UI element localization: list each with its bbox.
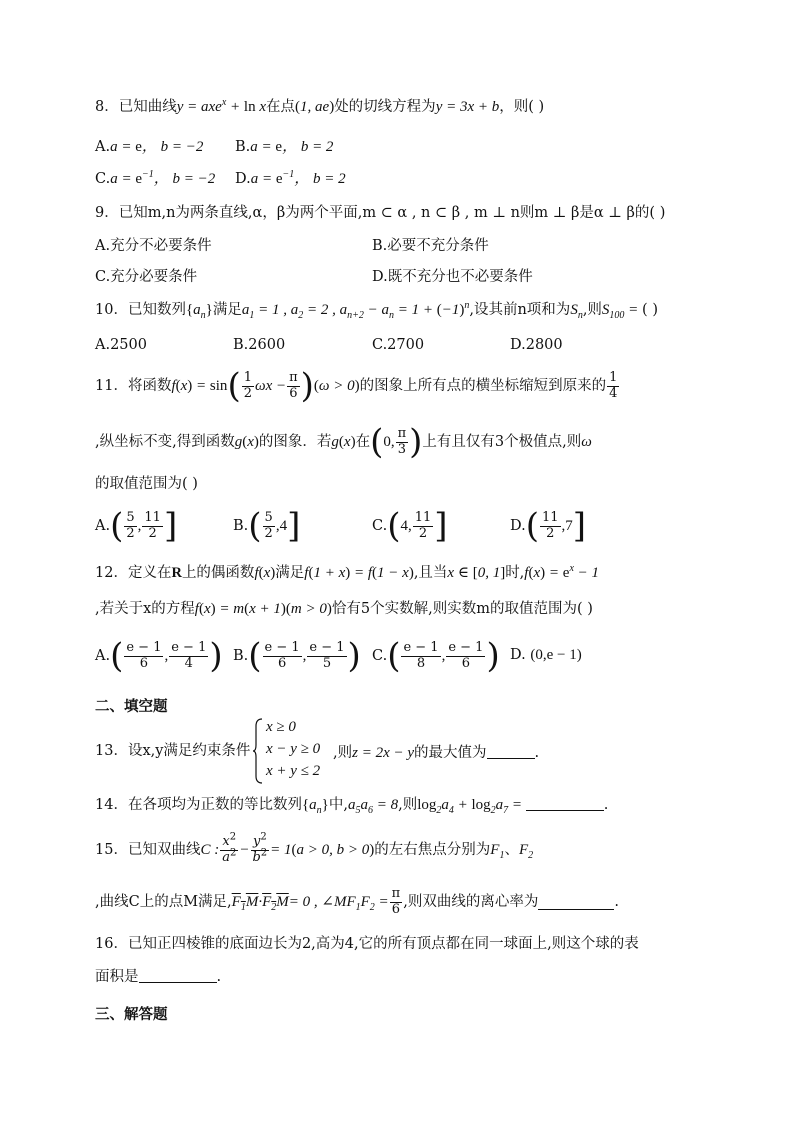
q8-stem: 8．已知曲线y = axe$^x$ + ln x在点(1, ae)处的切线方程为y = 3x + b，则( ) bbox=[95, 97, 545, 115]
section-solutions: 三、解答题 bbox=[95, 1006, 168, 1023]
q9-option-d: D.既不充分也不必要条件 bbox=[372, 269, 533, 285]
q8-option-a: A.a = e， b = −2 bbox=[95, 139, 204, 155]
q13-brace bbox=[252, 718, 264, 784]
q9-stem: 9．已知m,n为两条直线,α，β为两个平面,m ⊂ α , n ⊂ β , m ⊥ n则m ⊥ β是α ⊥ β的( ) bbox=[95, 205, 666, 221]
section-fill-in: 二、填空题 bbox=[95, 698, 168, 715]
q15-stem-line1: 15．已知双曲线 C : $\frac{x^2}{a^2}$ − $\frac{y^2}{b^2}$ = 1(a > 0, b > 0) 的左右焦点分别为 $F_1$ 、 $F_2$ bbox=[95, 831, 534, 865]
q14-answer-blank[interactable] bbox=[526, 796, 604, 811]
q11-option-b: B. ( $\frac{5}{2}$ ,4 ] bbox=[233, 505, 301, 546]
q16-stem-line1: 16．已知正四棱锥的底面边长为2,高为4,它的所有顶点都在同一球面上,则这个球的表 bbox=[95, 936, 639, 952]
q14-stem: 14．在各项均为正数的等比数列$\{a_n\}$中$,a_5a_6 = 8$,则$\log_2a_4 + \log_2a_7$ = . bbox=[95, 797, 609, 816]
q13-answer-blank[interactable] bbox=[487, 744, 535, 759]
q10-option-a: A.2500 bbox=[95, 337, 147, 353]
q12-stem-line2: ,若关于x的方程f(x) = m(x + 1)(m > 0)恰有5个实数解,则实数m的取值范围为( ) bbox=[95, 601, 593, 617]
q10-option-b: B.2600 bbox=[233, 337, 286, 353]
q11-option-c: C. ( 4, $\frac{11}{2}$ ] bbox=[372, 505, 448, 546]
q13-stem: 13．设x,y满足约束条件 bbox=[95, 743, 251, 759]
q12-option-a: A. ( $\frac{e - 1}{6}$ , $\frac{e - 1}{4}$ ) bbox=[95, 635, 223, 676]
q13-stem-tail: ,则z = 2x − y的最大值为 . bbox=[333, 745, 540, 761]
q12-stem-line1: 12．定义在R上的偶函数f(x)满足f(1 + x) = f(1 − x),且当x ∈ [0, 1]时$,f(x) = e^x - 1$ bbox=[95, 563, 600, 581]
q12-option-d: D. (0,e − 1) bbox=[510, 647, 582, 663]
q8-option-d: $D.a = e^{-1}$， b = 2 bbox=[235, 169, 346, 187]
q10-option-c: C.2700 bbox=[372, 337, 425, 353]
q11-stem-line2: ,纵坐标不变,得到函数 g(x) 的图象．若 g(x) 在 ( 0, $\frac{\pi}{3}$ ) 上有且仅有3个极值点,则 ω bbox=[95, 421, 592, 462]
q15-stem-line2: ,曲线C上的点M满足, $F_1M$ · $F_2M$ = 0 , $\angle MF_1F_2$ = $\frac{\pi}{6}$ ,则双曲线的离心率为 . bbox=[95, 886, 619, 917]
q12-option-b: B. ( $\frac{e - 1}{6}$ , $\frac{e - 1}{5}$ ) bbox=[233, 635, 361, 676]
q12-option-c: C. ( $\frac{e - 1}{8}$ , $\frac{e - 1}{6}$ ) bbox=[372, 635, 500, 676]
q15-answer-blank[interactable] bbox=[538, 895, 614, 910]
q8-option-c: $C.a = e^{-1}$， b = −2 bbox=[95, 169, 216, 187]
q9-option-b: B.必要不充分条件 bbox=[372, 238, 489, 254]
q16-answer-blank[interactable] bbox=[139, 968, 217, 983]
q11-option-d: D. ( $\frac{11}{2}$ ,7 ] bbox=[510, 505, 587, 546]
q10-option-d: D.2800 bbox=[510, 337, 563, 353]
q8-option-b: B.a = e， b = 2 bbox=[235, 139, 334, 155]
q10-stem: 10．已知数列$\{a_n\}$满足$a_1 = 1$ , $a_2 = 2$ , $a_{n+2} - a_n = 1 + (-1)^n$,设其前n项和为$S_n$,则$S_{100}$ = ( ) bbox=[95, 300, 658, 321]
q11-option-a: A. ( $\frac{5}{2}$ , $\frac{11}{2}$ ] bbox=[95, 505, 178, 546]
q11-stem-line1: 11．将函数 f(x) = sin ( $\frac{1}{2}$ ωx − $\frac{\pi}{6}$ ) (ω > 0) 的图象上所有点的横坐标缩短到原来的 $\frac{1}{4}$ bbox=[95, 365, 618, 406]
q9-option-c: C.充分必要条件 bbox=[95, 269, 198, 285]
q13-constraints: x ≥ 0 x − y ≥ 0 x + y ≤ 2 bbox=[266, 718, 321, 779]
q11-stem-line3: 的取值范围为( ) bbox=[95, 476, 198, 492]
q9-option-a: A.充分不必要条件 bbox=[95, 238, 212, 254]
q16-stem-line2: 面积是 . bbox=[95, 969, 222, 985]
